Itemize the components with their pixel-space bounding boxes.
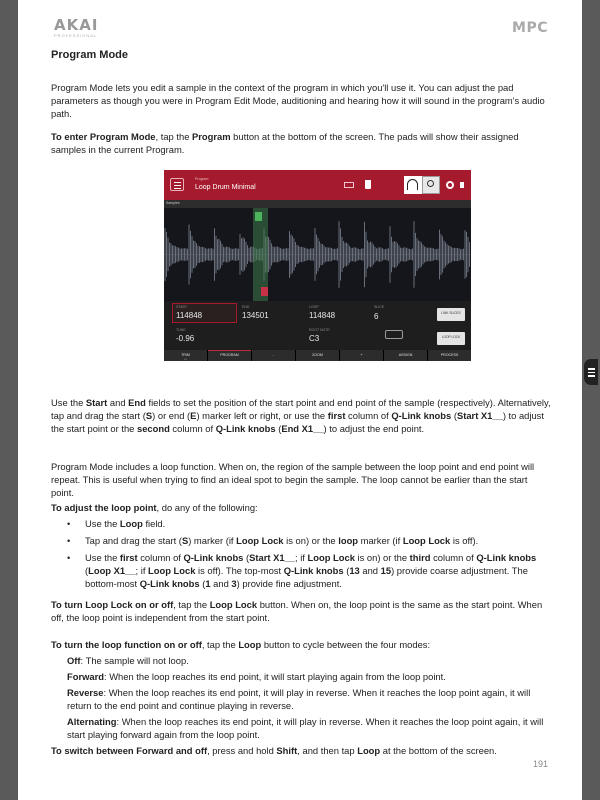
screen-tab-bar <box>164 350 471 361</box>
se-text: Use the <box>51 397 86 408</box>
li-bold: 15 <box>380 565 392 576</box>
li-bold: 1 <box>205 578 211 589</box>
start-end-paragraph <box>51 396 551 435</box>
turn-term: Loop <box>238 639 262 650</box>
mode-name: Forward <box>67 671 104 682</box>
switch-text: , press and hold <box>207 745 277 756</box>
list-item <box>51 551 551 590</box>
mode-desc: : The sample will not loop. <box>80 655 189 666</box>
se-text: ) to adjust the end point. <box>323 423 425 434</box>
tab-zoom-in[interactable] <box>340 350 383 361</box>
se-start: Start <box>85 397 108 408</box>
tab-assign-label: ASSIGN <box>398 353 413 357</box>
akai-logo <box>54 18 98 38</box>
li-text: is on) or the <box>283 535 339 546</box>
se-qlink: Q-Link knobs <box>215 423 276 434</box>
enter-paragraph <box>51 130 551 156</box>
loop-lock-button[interactable]: LOOP LOCK <box>437 332 465 345</box>
li-text: field. <box>142 518 166 529</box>
program-name: Loop Drum Minimal <box>195 184 256 191</box>
program-label: Program <box>195 177 209 181</box>
end-label: END <box>242 305 250 309</box>
li-bold: third <box>409 552 431 563</box>
loop-function-text: Program Mode includes a loop function. When on, the region of the sample between the loop point and end point will repeat. This is useful when trying to find an ideal spot to begin the sample. The loop cannot be earlier than the start point. <box>51 461 535 498</box>
li-text: Use the <box>85 518 120 529</box>
mode-desc: : When the loop reaches its end point, it will play in reverse. When it reaches the loop point again, it will start playing forward again from the loop point. <box>67 716 544 740</box>
se-text: and <box>107 397 129 408</box>
tune-label: TUNE <box>176 328 186 332</box>
page-title: Program Mode <box>51 49 129 61</box>
tab-program[interactable] <box>208 350 251 361</box>
li-text: is on) or the <box>354 552 410 563</box>
list-item <box>51 686 551 712</box>
waveform <box>164 208 471 301</box>
akai-brand: AKAI <box>54 16 99 34</box>
li-text: Use the <box>85 552 120 563</box>
list-item <box>51 654 551 667</box>
tab-process[interactable] <box>428 350 471 361</box>
start-label: START <box>176 305 188 309</box>
ruler-label: Samples <box>166 201 180 205</box>
tab-zoom-label: ZOOM <box>312 353 323 357</box>
li-text: is off). The top-most <box>195 565 284 576</box>
li-text: ; if <box>295 552 308 563</box>
se-text: ( <box>451 410 457 421</box>
start-value[interactable]: 114848 <box>176 311 203 320</box>
gear-icon <box>446 181 454 189</box>
mode-name: Alternating <box>67 716 117 727</box>
adjust-loop-section <box>51 501 551 594</box>
start-marker <box>255 212 262 221</box>
tab-zoom-out-label: - <box>272 353 275 357</box>
end-marker <box>261 287 268 296</box>
end-value[interactable]: 134501 <box>242 311 269 320</box>
li-bold: Loop Lock <box>402 535 451 546</box>
trash-icon <box>365 180 371 189</box>
li-text: ; if <box>135 565 149 576</box>
lock-text-end: button. When on, the loop point is the same as the start point. When off, the loop point is independent from the start point. <box>51 599 543 623</box>
li-text: column of <box>137 552 184 563</box>
tab-zoom-out[interactable] <box>252 350 295 361</box>
enter-text-end: button at the bottom of the screen. The pads will show their assigned samples in the current Program. <box>51 131 519 155</box>
li-text: ( <box>343 565 350 576</box>
li-text: ) marker (if <box>188 535 237 546</box>
loop-modes-section <box>51 638 551 757</box>
loop-button[interactable] <box>385 330 403 339</box>
mode-name: Off <box>67 655 81 666</box>
switch-text-end: at the bottom of the screen. <box>380 745 497 756</box>
switch-lead: To switch between Forward and off <box>51 745 208 756</box>
page-number: 191 <box>532 759 548 769</box>
li-bold: S <box>181 535 189 546</box>
se-text: ) to adjust the start point or the <box>51 410 544 434</box>
se-text: fields to set the position of the start point and end point of the sample (respectively). Alternatively, tap and drag the start ( <box>51 397 551 421</box>
mode-desc: : When the loop reaches its end point, it will start playing again from the loop point. <box>103 671 446 682</box>
tab-trim-label: TRIM <box>181 353 190 357</box>
li-text: ) provide coarse adjustment. The bottom-most <box>85 565 528 589</box>
waveform-graphic <box>164 208 471 301</box>
manual-page <box>18 0 582 800</box>
li-text: column of <box>430 552 477 563</box>
se-text: ) or end ( <box>152 410 191 421</box>
li-bold: Q-Link knobs <box>183 552 244 563</box>
record-icon <box>460 182 464 188</box>
se-text: column of <box>345 410 392 421</box>
li-bold: Start X1__ <box>249 552 295 563</box>
menu-icon <box>170 178 184 191</box>
li-bold: Loop Lock <box>307 552 355 563</box>
se-text: ) marker left or right, or use the <box>196 410 328 421</box>
li-bold: 13 <box>349 565 360 576</box>
li-text: is off). <box>450 535 479 546</box>
loop-value[interactable]: 114848 <box>309 311 336 320</box>
adjust-text: , do any of the following: <box>156 502 258 513</box>
switch-shift: Shift <box>276 745 298 756</box>
li-bold: Loop X1__ <box>88 565 136 576</box>
tab-assign[interactable] <box>384 350 427 361</box>
li-text: ( <box>199 578 206 589</box>
loop-lock-paragraph <box>51 598 551 624</box>
li-bold: Q-Link knobs <box>476 552 537 563</box>
list-item <box>51 715 551 741</box>
lock-text: , tap the <box>173 599 210 610</box>
intro-text: Program Mode lets you edit a sample in the context of the program in which you'll use it. You can adjust the pad parameters as though you were in Program Edit Mode, auditioning and hearing how it will sound in the program's audio path. <box>51 82 545 119</box>
mode-desc: : When the loop reaches its end point, it will play in reverse. When it reaches the loop point again, it will return to the end point and continue playing in reverse. <box>67 687 531 711</box>
link-slices-button[interactable]: LINK SLICES <box>437 308 465 321</box>
slice-label: SLICE <box>374 305 385 309</box>
tune-value[interactable]: -0.96 <box>176 334 195 343</box>
zoom-tool-icon <box>422 176 440 194</box>
loop-label: LOOP <box>309 305 319 309</box>
li-text: marker (if <box>358 535 403 546</box>
li-text: ) provide fine adjustment. <box>236 578 342 589</box>
li-bold: Q-Link knobs <box>283 565 344 576</box>
intro-paragraph <box>51 81 551 120</box>
keyboard-icon <box>344 182 354 188</box>
root-note-label: ROOT NOTE <box>309 328 330 332</box>
se-e: E <box>190 410 197 421</box>
se-end-x1: End X1__ <box>281 423 324 434</box>
li-text: ( <box>85 565 89 576</box>
list-item <box>51 534 551 547</box>
adjust-lead: To adjust the loop point <box>51 502 157 513</box>
tab-trim-sub: ••• <box>184 357 187 361</box>
tab-process-label: PROCESS <box>440 353 459 357</box>
loop-modes-list <box>51 654 551 741</box>
lock-lead: To turn Loop Lock on or off <box>51 599 174 610</box>
li-text: and <box>359 565 381 576</box>
adjust-list <box>51 517 551 590</box>
li-bold: loop <box>338 535 359 546</box>
se-text: ( <box>275 423 282 434</box>
li-bold: Loop <box>119 518 143 529</box>
se-text: column of <box>169 423 216 434</box>
li-bold: Loop Lock <box>236 535 284 546</box>
li-bold: Loop Lock <box>148 565 196 576</box>
switch-text: , and then tap <box>297 745 358 756</box>
tab-zoom-in-label: + <box>360 353 363 357</box>
enter-text: , tap the <box>155 131 193 142</box>
lock-term: Loop Lock <box>209 599 258 610</box>
li-text: ( <box>243 552 250 563</box>
se-qlink: Q-Link knobs <box>391 410 452 421</box>
turn-text-end: button to cycle between the four modes: <box>261 639 431 650</box>
turn-lead: To turn the loop function on or off <box>51 639 202 650</box>
mpc-program-mode-screenshot <box>164 170 471 361</box>
tab-zoom <box>296 350 339 361</box>
akai-brand-sub: PROFESSIONAL <box>54 33 98 38</box>
se-s: S <box>145 410 153 421</box>
turn-text: , tap the <box>201 639 239 650</box>
se-first: first <box>327 410 346 421</box>
tab-trim[interactable] <box>164 350 207 361</box>
li-bold: Q-Link knobs <box>139 578 200 589</box>
li-text: and <box>210 578 232 589</box>
se-start-x1: Start X1__ <box>456 410 503 421</box>
li-text: Tap and drag the start ( <box>85 535 182 546</box>
list-item <box>51 670 551 683</box>
se-second: second <box>137 423 170 434</box>
slice-value[interactable]: 6 <box>374 312 379 321</box>
loop-function-paragraph <box>51 460 551 499</box>
li-bold: 3 <box>231 578 237 589</box>
enter-program-term: Program <box>192 131 231 142</box>
side-menu-tab[interactable] <box>584 359 598 385</box>
root-note-value[interactable]: C3 <box>309 334 320 343</box>
list-item <box>51 517 551 530</box>
se-end: End <box>128 397 146 408</box>
mode-name: Reverse <box>67 687 104 698</box>
li-bold: first <box>119 552 138 563</box>
headphones-icon <box>407 179 418 190</box>
tab-program-label: PROGRAM <box>220 353 239 357</box>
switch-loop: Loop <box>357 745 381 756</box>
sample-ruler <box>164 200 471 208</box>
enter-lead: To enter Program Mode <box>51 131 156 142</box>
mpc-logo: MPC <box>512 20 548 36</box>
